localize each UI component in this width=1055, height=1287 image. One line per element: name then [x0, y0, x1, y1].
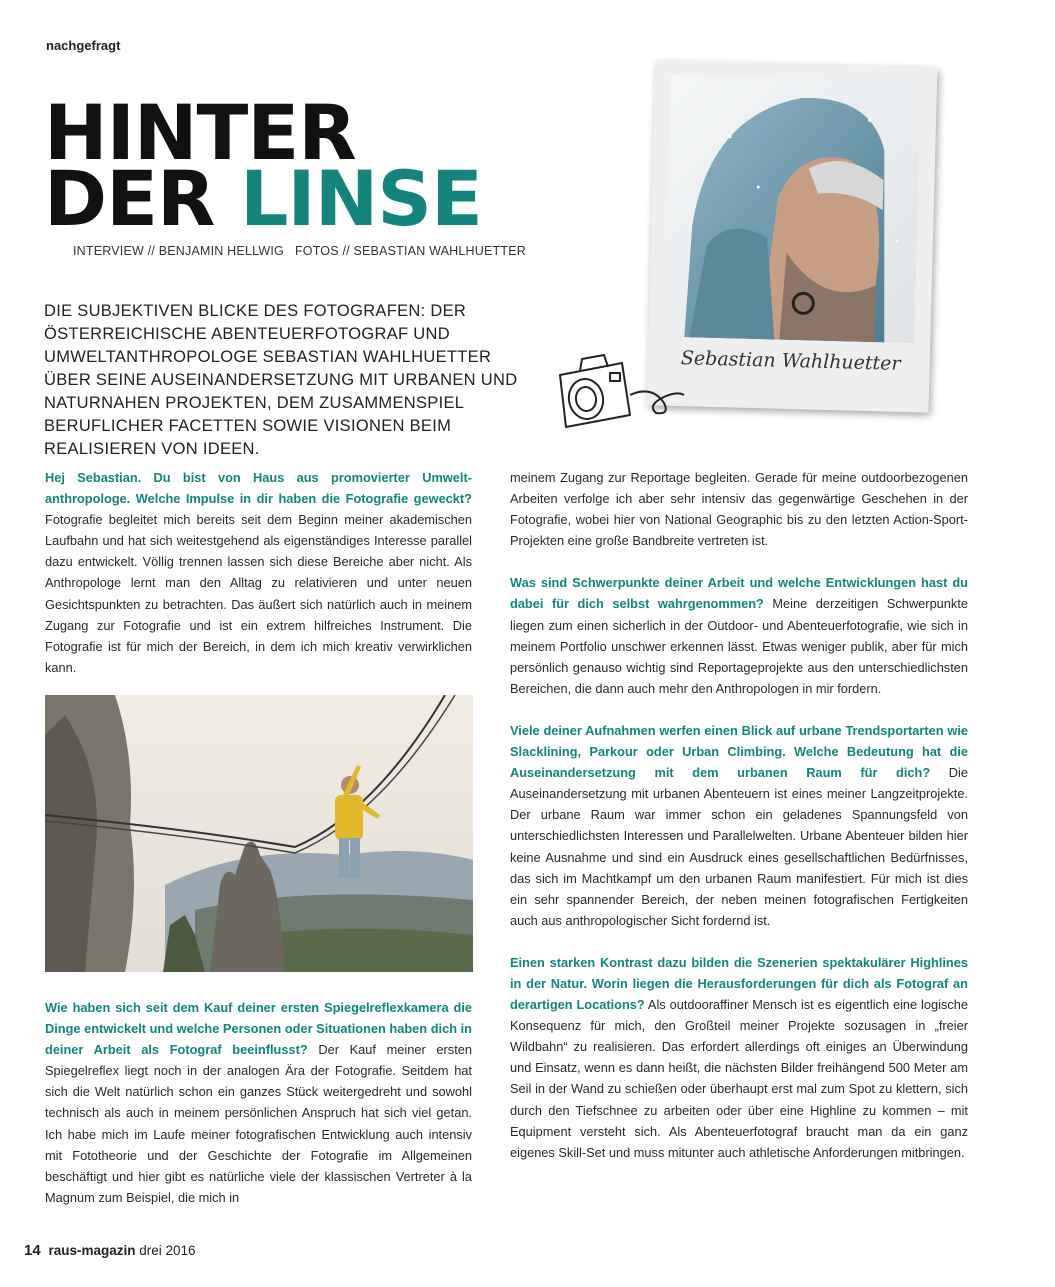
page-title: [44, 88, 482, 243]
portrait-photo: [664, 75, 921, 343]
issue-label: drei 2016: [139, 1243, 196, 1258]
answer-3: Meine derzeitigen Schwerpunkte liegen zum einen sicherlich in der Outdoor- und Abenteuerfotografie, wie sich in meinem Portfolio unschwer erkennen lässt. Etwas weniger publik, aber für mich persönlich genauso wichtig sind Reportageprojekte aus den unterschiedlichsten Bereichen, die dann auch mehr den Anthropologen in mir fordern.: [510, 596, 968, 696]
answer-4: Die Auseinandersetzung mit urbanen Abenteuern ist eines meiner Langzeitprojekte. Der urbane Raum war immer schon ein geladenes Spannungsfeld von unterschiedlichsten Interessen und Parallelwelten. Urbane Abenteuer bilden hier keine Ausnahme und sind ein Ausdruck eines gesellschaftlichen Bedürfnisses, das sich im Machtkampf um den urbanen Raum manifestiert. Für mich ist dies ein sehr spannender Bereich, der neben meinen fotografischen Fertigkeiten auch aus anthropologischer Sicht fordernd ist.: [510, 765, 968, 928]
title-line-1: HINTER: [44, 88, 356, 177]
magazine-name: raus-magazin: [48, 1243, 136, 1258]
column-right: [510, 467, 968, 1163]
answer-2-continued: meinem Zugang zur Reportage begleiten. Gerade für meine outdoorbezogenen Arbeiten verfolge ich aber sehr intensiv das gegenwärtige Geschehen in der Fotografie, wobei hier von National Geographic bis zu den letzten Action-Sport-Projekten eine große Bandbreite vertreten ist.: [510, 470, 968, 549]
title-line-2b: LINSE: [240, 154, 482, 243]
qa-paragraph-3: [510, 572, 968, 699]
page-footer: [24, 1242, 196, 1259]
answer-2: Der Kauf meiner ersten Spiegelreflex liegt noch in der analogen Ära der Fotografie. Seitdem hat sich die Welt natürlich schon ein ganzes Stück weitergedreht und sowohl technisch als auch in meinem persönlichen Anspruch hat sich viel getan. Ich habe mich im Laufe meiner fotografischen Entwicklung auch intensiv mit Fototheorie und der Geschichte der Fotografie im Allgemeinen beschäftigt und hier gibt es natürliche viele der klassischen Vertreter à la Magnum zum Beispiel, die mich in: [45, 1042, 472, 1205]
column-left-bottom: [45, 997, 472, 1208]
question-4: Viele deiner Aufnahmen werfen einen Blick auf urbane Trendsportarten wie Slacklining, Parkour oder Urban Climbing. Welche Bedeutung hat die Auseinandersetzung mit dem urbanen Raum für dich?: [510, 722, 968, 781]
lead-paragraph: DIE SUBJEKTIVEN BLICKE DES FOTOGRAFEN: DER ÖSTERREICHISCHE ABENTEUERFOTOGRAF UND UMWELTANTHROPOLOGE SEBASTIAN WAHLHUETTER ÜBER SEINE AUSEINANDERSETZUNG MIT URBANEN UND NATURNAHEN PROJEKTEN, DEM ZUSAMMENSPIEL BERUFLICHER FACETTEN SOWIE VISIONEN BEIM REALISIEREN VON IDEEN.: [44, 302, 518, 458]
page-number: 14: [24, 1242, 41, 1259]
slackline-photo: [45, 695, 473, 972]
qa-paragraph-1: [45, 467, 472, 678]
camera-icon: [552, 345, 692, 435]
column-left-top: [45, 467, 472, 678]
qa-paragraph-4: [510, 720, 968, 931]
portrait-caption: Sebastian Wahlhuetter: [680, 347, 901, 375]
question-2: Wie haben sich seit dem Kauf deiner ersten Spiegelreflexkamera die Dinge entwickelt und welche Personen oder Situationen haben dich in deiner Arbeit als Fotograf beeinflusst?: [45, 1000, 472, 1058]
section-label: nachgefragt: [46, 38, 121, 53]
question-5: Einen starken Kontrast dazu bilden die Szenerien spektakulärer Highlines in der Natur. Worin liegen die Herausforderungen für dich als Fotograf an derartigen Locations?: [510, 954, 968, 1013]
qa-paragraph-5: [510, 952, 968, 1163]
answer-1: Fotografie begleitet mich bereits seit dem Beginn meiner akademischen Laufbahn und hat sich weitestgehend als eigenständiges Interesse parallel dazu entwickelt. Völlig trennen lassen sich diese Bereiche aber nicht. Als Anthropologe lernt man den Alltag zu relativieren und unter neuen Gesichtspunkten zu betrachten. Das äußert sich natürlich auch in meinem Zugang zur Fotografie und ist ein extrem hilfreiches Instrument. Die Fotografie ist für mich der Bereich, in dem ich mich kreativ verwirklichen kann.: [45, 512, 472, 675]
qa-paragraph-2: [45, 997, 472, 1208]
title-line-2a: DER: [44, 154, 215, 243]
question-1: Hej Sebastian. Du bist von Haus aus promovierter Umwelt-anthropologe. Welche Impulse in dir haben die Fotografie geweckt?: [45, 470, 472, 507]
question-3: Was sind Schwerpunkte deiner Arbeit und welche Entwicklungen hast du dabei für dich selbst wahrgenommen?: [510, 575, 968, 612]
credits: INTERVIEW // BENJAMIN HELLWIG FOTOS // SEBASTIAN WAHLHUETTER: [73, 244, 526, 258]
answer-5: Als outdooraffiner Mensch ist es eigentlich eine logische Konsequenz für mich, den Großteil meiner Projekte sozusagen in „freier Wildbahn“ zu realisieren. Das erfordert allerdings oft einiges an Überwindung und Einsatz, wenn es dann heißt, die nächsten Bilder freihängend 500 Meter am Seil in der Wand zu schießen oder überhaupt erst mal zum Spot zu klettern, sich durch den Tiefschnee zu arbeiten oder über eine Highline zu kommen – mit Equipment versteht sich. Als Abenteuerfotograf braucht man da ein ganz eigenes Skill-Set und muss mitunter auch athletische Anforderungen mitbringen.: [510, 997, 968, 1160]
